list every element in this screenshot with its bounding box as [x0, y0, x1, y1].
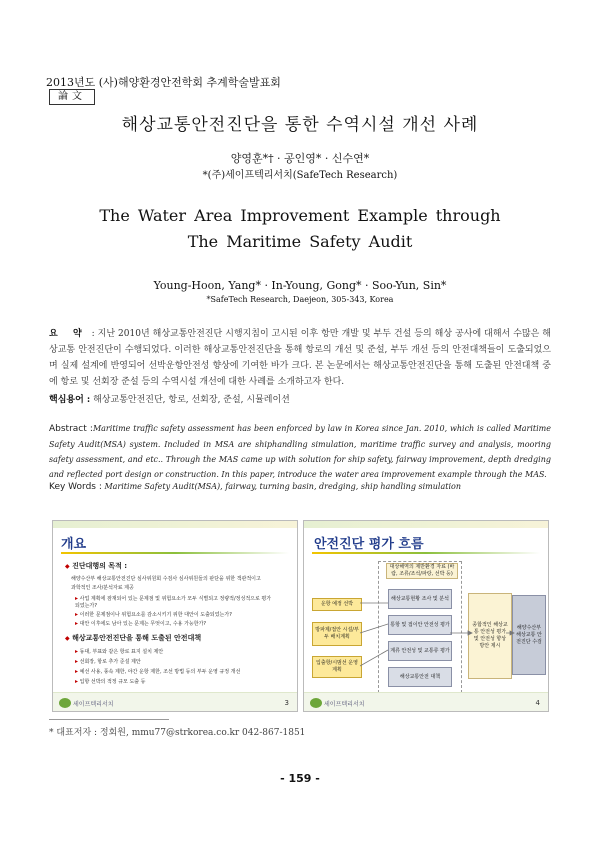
purpose-text-2: 과학적인 조사/분석자료 제공: [71, 585, 134, 591]
purpose-bullet-2: ▸ 이러한 문제점이나 위험요소를 감소시키기 위한 대안이 도출되었는가?: [75, 611, 232, 618]
environment-data-box: 대상해역의 제반환경 자료 (바람, 조류/조석/파랑, 선박 등): [386, 563, 458, 579]
korean-authors: 양영훈*† · 공인영* · 신수연*: [230, 152, 370, 165]
mooring-safety-box: 계류 안전성 및 교통류 평가: [388, 641, 452, 661]
operation-plan-box: 입출항/시범선 운영 계획: [312, 656, 362, 678]
measure-1: ▸ 동대, 부표와 같은 항로 표지 설치 제안: [75, 648, 164, 655]
korean-keywords: [49, 392, 290, 405]
purpose-text-1: 해양수산부 해상교통안전진단 심사위원회 수검사 심사위원들의 판단을 위한 객관적이고: [71, 576, 261, 582]
english-title-line2: The Maritime Safety Audit: [187, 232, 413, 251]
safety-measure-box: 해상교통안전 대책: [388, 667, 452, 687]
korean-keywords-label: 핵심용어 :: [49, 395, 91, 405]
english-abstract: [49, 421, 551, 482]
english-keywords-text: Maritime Safety Audit(MSA), fairway, turning basin, dredging, ship handling simulation: [104, 482, 461, 491]
slide-evaluation-flow: [303, 520, 549, 712]
comprehensive-eval-box: 종합적인 해상교통 안전성 평가 및 안전성 향상 방안 제시: [468, 593, 512, 679]
ship-box: 운항 예정 선박: [312, 598, 362, 611]
slide-overview: [52, 520, 298, 712]
measure-3: ▸ 예선 사용, 풍속 제한, 야간 운항 제한, 조선 방법 등의 부두 운영 규정 개선: [75, 668, 241, 675]
measure-2: ▸ 선회장, 항로 추가 준설 제안: [75, 658, 141, 665]
korean-abstract-text: : 지난 2010년 해상교통안전진단 시행지침이 고시된 이후 항만 개발 및 부두 건설 등의 해상 공사에 대해서 수많은 해상교통 안전진단이 수행되었다. 이러한 해상교통안전진단을 통해 항로의 개선 및 준설, 부두 개선 등의 안전대책들이 도출되었으며 실제 설계에 반영되어 선박운항안전성 향상에 기여한 바가 크다. 본 논문에서는 해상교통안전진단을 통해 도출된 안전대책 중에 항로 및 선회장 준설 등의 수역시설 개선에 대한 사례를 소개하고자 한다.: [49, 329, 551, 387]
korean-keywords-text: 해상교통안전진단, 항로, 선회장, 준설, 시뮬레이션: [93, 395, 290, 405]
company-logo: 세이프텍리서치: [59, 698, 114, 708]
english-affiliation: *SafeTech Research, Daejeon, 305-343, Korea: [206, 295, 394, 304]
flow-arrows: [304, 521, 548, 711]
purpose-bullet-1: ▸ 사업 계획에 잠재되어 있는 문제점 및 위험요소가 모두 식별되고 정량적/정성적으로 평가되었는가?: [75, 595, 272, 609]
slide-top-bar: [53, 521, 297, 528]
logo-mark-icon: [310, 698, 322, 708]
slide-footer: [53, 692, 297, 711]
slide-title: 안전진단 평가 흐름: [314, 537, 424, 552]
english-authors: Young-Hoon, Yang* · In-Young, Gong* · Soo-Yun, Sin*: [153, 279, 447, 292]
korean-abstract: [49, 326, 551, 390]
english-keywords: [49, 482, 461, 492]
slide-page-number: 3: [284, 699, 289, 707]
bullet-icon: ◆: [65, 563, 70, 570]
purpose-bullet-3: ▸ 대안 이후에도 남아 있는 문제는 무엇이고, 수용 가능한가?: [75, 620, 207, 627]
measure-4: ▸ 입항 선박의 적정 규모 도출 등: [75, 678, 146, 685]
author-footnote: * 대표저자 : 정회원, mmu77@strkorea.co.kr 042-867-1851: [49, 728, 306, 738]
slide-title: 개요: [61, 537, 87, 552]
korean-title: 해상교통안전진단을 통한 수역시설 개선 사례: [121, 115, 479, 135]
navigation-safety-box: 통항 및 접이안 안전성 평가: [388, 615, 452, 635]
english-abstract-text: Maritime traffic safety assessment has been enforced by law in Korea since Jan. 2010, which is called Maritime Safety Audit(MSA) system. Included in MSA are shiphandling simulation, maritime traffic survey and analysis, mooring safety assessment, and etc.. Through the MAS came up with solution for ship safety, fairway improvement, depth dredging and reflected port design or construction. In this paper, introduce the water area improvement example through the MAS.: [49, 424, 551, 479]
logo-mark-icon: [59, 698, 71, 708]
company-logo: 세이프텍리서치: [310, 698, 365, 708]
paper-type-tag: 論文: [49, 89, 95, 105]
english-title-line1: The Water Area Improvement Example through: [99, 206, 501, 225]
traffic-survey-box: 해상교통현황 조사 및 분석: [388, 589, 452, 609]
purpose-heading: ◆ 진단대행의 목적 :: [65, 562, 128, 570]
slide-page-number: 4: [535, 699, 540, 707]
english-abstract-label: Abstract :: [49, 424, 93, 434]
slide-footer: [304, 692, 548, 711]
title-underline: [61, 552, 289, 554]
english-keywords-label: Key Words :: [49, 482, 102, 492]
conference-header: 2013년도 (사)해양환경안전학회 추계학술발표회: [46, 76, 281, 89]
footnote-rule: [49, 719, 169, 720]
korean-affiliation: *(주)세이프텍리서치(SafeTech Research): [202, 170, 398, 181]
korean-abstract-label: 요 약: [49, 329, 88, 339]
measures-heading: ◆ 해상교통안전진단을 통해 도출된 안전대책: [65, 634, 202, 642]
bullet-icon: ◆: [65, 635, 70, 642]
page-number: - 159 -: [280, 772, 320, 785]
layout-plan-box: 방파제/접안 시설/부두 배치계획: [312, 622, 362, 646]
ministry-review-box: 해양수산부 해상교통 안전진단 수검: [512, 595, 546, 675]
